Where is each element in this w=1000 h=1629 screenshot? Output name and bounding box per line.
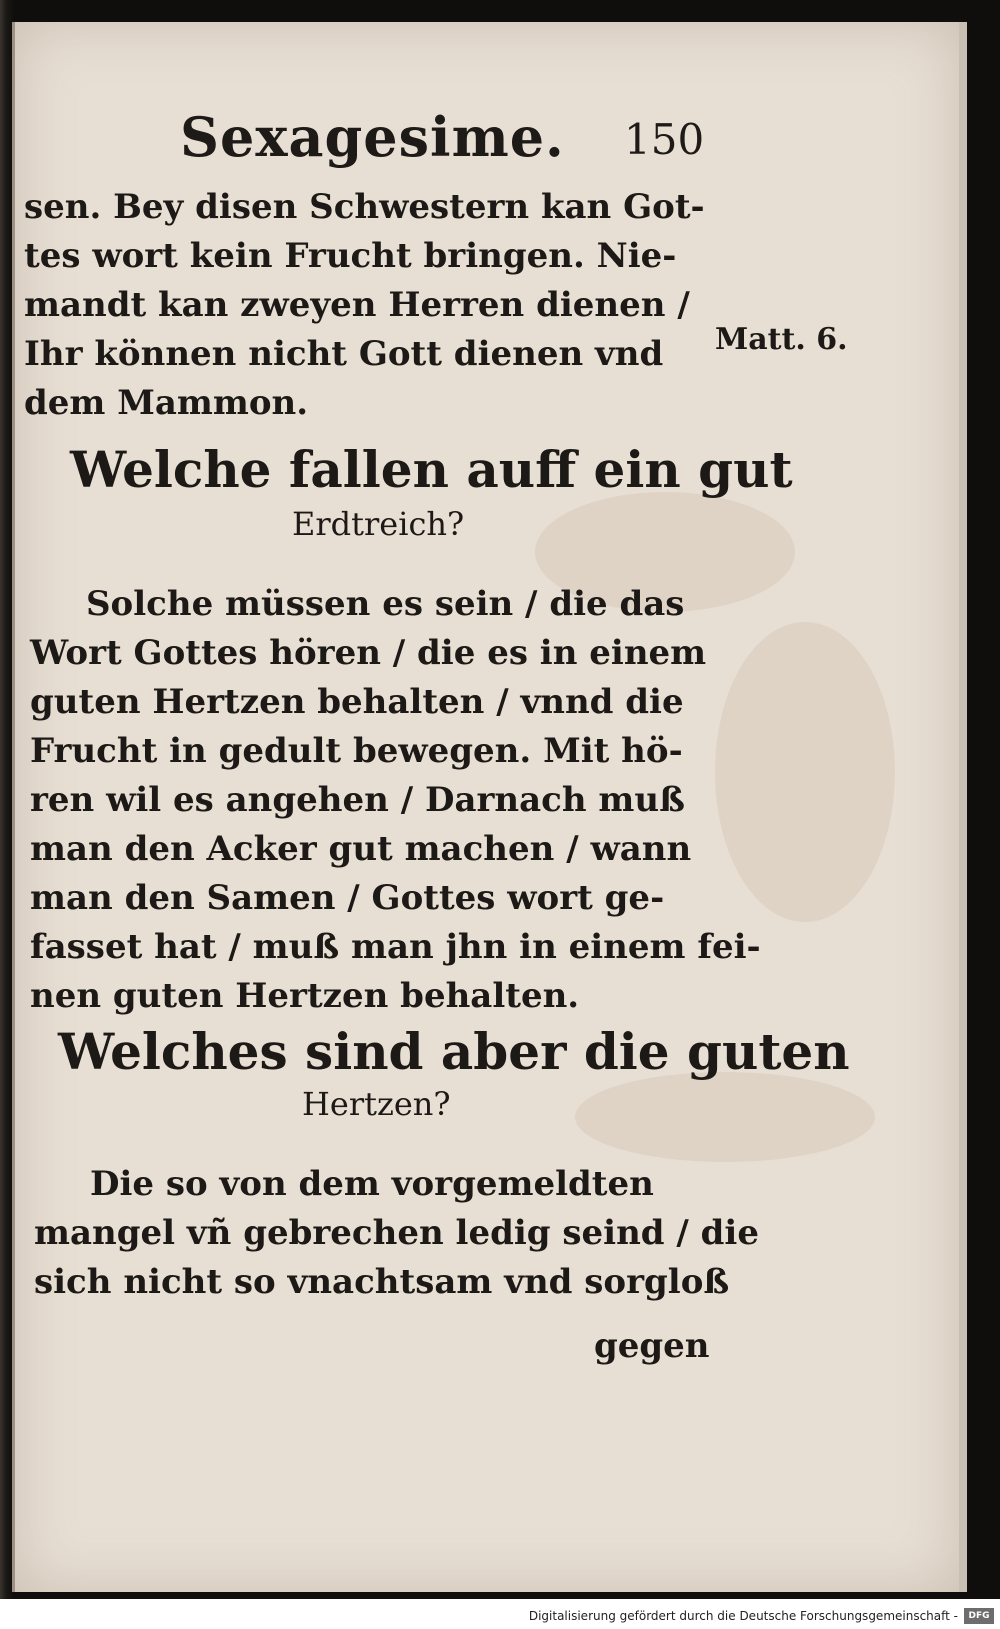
paragraph-2 [30, 580, 761, 1021]
text-line: tes wort kein Frucht bringen. Nie- [24, 236, 677, 276]
paragraph-1 [24, 183, 706, 428]
question-heading-2-line2: Hertzen? [302, 1085, 451, 1123]
funding-credit: Digitalisierung gefördert durch die Deutsche Forschungsgemeinschaft - [528, 1609, 958, 1623]
question-heading-1-line2: Erdtreich? [292, 505, 465, 543]
dfg-logo: DFG [964, 1608, 994, 1624]
text-line: sen. Bey disen Schwestern kan Got- [24, 187, 705, 227]
text-line: man den Samen / Gottes wort ge- [30, 878, 665, 918]
paper-stain [715, 622, 895, 922]
text-line: Frucht in gedult bewegen. Mit hö- [30, 731, 683, 771]
text-line: sich nicht so vnachtsam vnd sorgloß [34, 1262, 730, 1302]
paragraph-3 [34, 1160, 759, 1307]
text-line: Die so von dem vorgemeldten [90, 1164, 654, 1204]
text-line: ren wil es angehen / Darnach muß [30, 780, 685, 820]
text-line: Wort Gottes hören / die es in einem [30, 633, 707, 673]
marginal-note: Matt. 6. [715, 322, 848, 357]
text-line: mandt kan zweyen Herren dienen / [24, 285, 690, 325]
text-line: Ihr können nicht Gott dienen vnd [24, 334, 664, 374]
text-line: dem Mammon. [24, 383, 309, 423]
text-line: man den Acker gut machen / wann [30, 829, 692, 869]
catchword: gegen [594, 1326, 710, 1366]
footer-bar [0, 1599, 1000, 1629]
text-line: nen guten Hertzen behalten. [30, 976, 580, 1016]
page-number: 150 [624, 115, 705, 164]
text-line: fasset hat / muß man jhn in einem fei- [30, 927, 761, 967]
paper-stain [575, 1072, 875, 1162]
question-heading-1: Welche fallen auff ein gut [70, 440, 793, 499]
text-line: Solche müssen es sein / die das [86, 584, 685, 624]
text-line: mangel vñ gebrechen ledig seind / die [34, 1213, 759, 1253]
text-line: guten Hertzen behalten / vnnd die [30, 682, 684, 722]
running-header-title: Sexagesime. [180, 105, 565, 169]
question-heading-2: Welches sind aber die guten [58, 1022, 850, 1081]
